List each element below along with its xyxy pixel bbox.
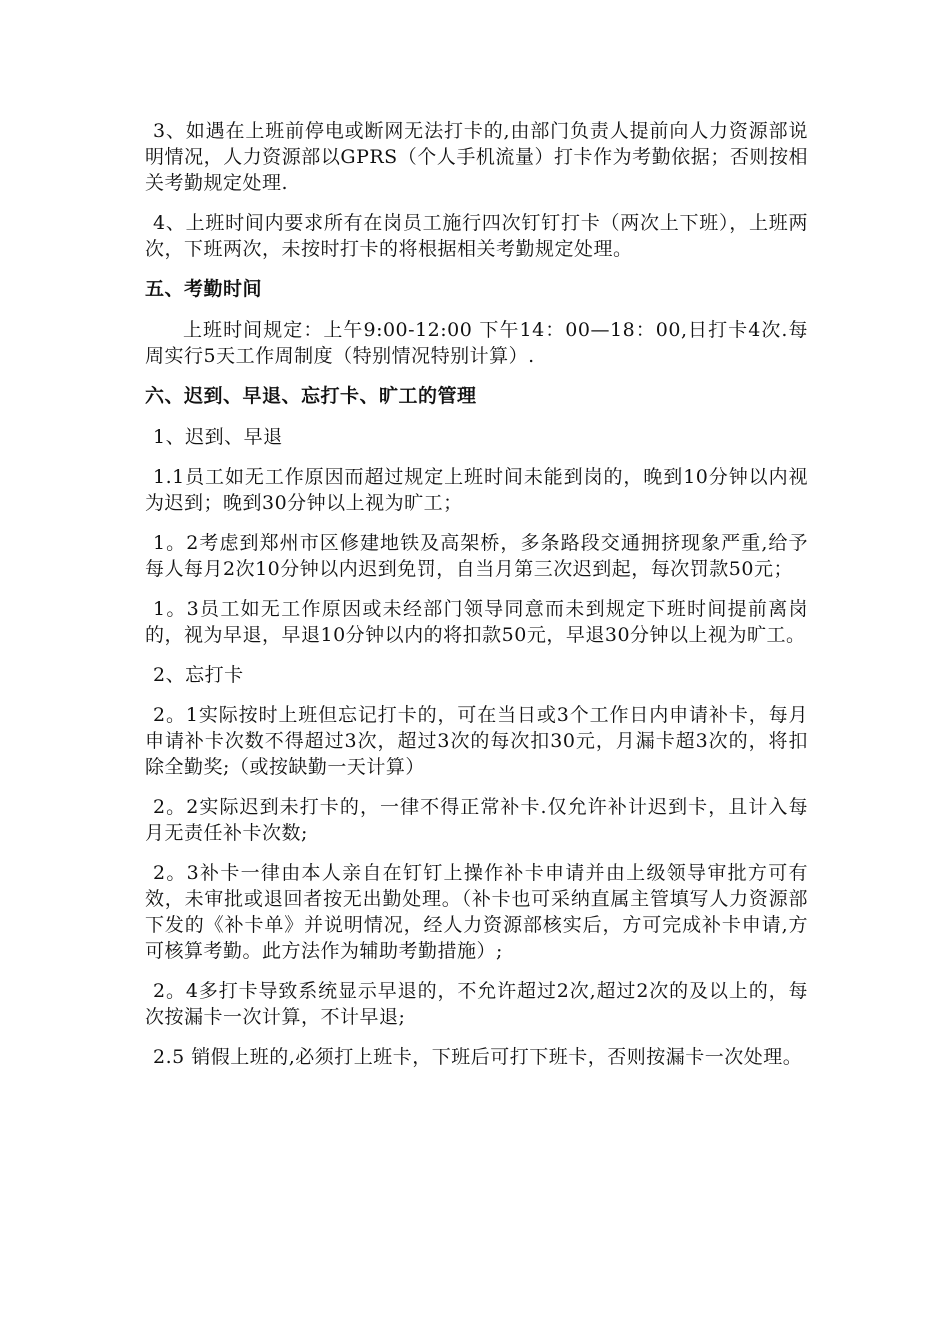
paragraph-3-power-outage: 3、如遇在上班前停电或断网无法打卡的,由部门负责人提前向人力资源部说明情况，人力资源部以GPRS（个人手机流量）打卡作为考勤依据；否则按相关考勤规定处理. bbox=[145, 120, 808, 194]
paragraph-work-hours: 上班时间规定：上午9:00-12:00 下午14：00—18：00,日打卡4次.每周实行5天工作周制度（特别情况特别计算）. bbox=[145, 319, 808, 367]
subheading-late-early: 1、迟到、早退 bbox=[153, 426, 283, 448]
section-heading-late-early-absence: 六、迟到、早退、忘打卡、旷工的管理 bbox=[145, 385, 477, 407]
paragraph-1-2: 1。2考虑到郑州市区修建地铁及高架桥，多条路段交通拥挤现象严重,给予每人每月2次10分钟以内迟到免罚，自当月第三次迟到起，每次罚款50元； bbox=[145, 532, 808, 580]
paragraph-4-four-clockins: 4、上班时间内要求所有在岗员工施行四次钉钉打卡（两次上下班），上班两次，下班两次，未按时打卡的将根据相关考勤规定处理。 bbox=[145, 212, 808, 260]
paragraph-2-1: 2。1实际按时上班但忘记打卡的，可在当日或3个工作日内申请补卡，每月申请补卡次数不得超过3次，超过3次的每次扣30元，月漏卡超3次的，将扣除全勤奖;（或按缺勤一天计算） bbox=[145, 704, 808, 778]
paragraph-2-5: 2.5 销假上班的,必须打上班卡，下班后可打下班卡，否则按漏卡一次处理。 bbox=[153, 1046, 803, 1068]
paragraph-1-1: 1.1员工如无工作原因而超过规定上班时间未能到岗的，晚到10分钟以内视为迟到；晚到30分钟以上视为旷工； bbox=[145, 466, 808, 514]
paragraph-2-3: 2。3补卡一律由本人亲自在钉钉上操作补卡申请并由上级领导审批方可有效，未审批或退回者按无出勤处理。（补卡也可采纳直属主管填写人力资源部下发的《补卡单》并说明情况，经人力资源部核实后，方可完成补卡申请,方可核算考勤。此方法作为辅助考勤措施）; bbox=[145, 862, 808, 962]
paragraph-2-4: 2。4多打卡导致系统显示早退的，不允许超过2次,超过2次的及以上的，每次按漏卡一次计算，不计早退; bbox=[145, 980, 808, 1028]
section-heading-attendance-time: 五、考勤时间 bbox=[145, 278, 263, 300]
subheading-forgot-clockin: 2、忘打卡 bbox=[153, 664, 244, 686]
document-page bbox=[145, 118, 808, 1084]
paragraph-2-2: 2。2实际迟到未打卡的，一律不得正常补卡.仅允许补计迟到卡，且计入每月无责任补卡次数; bbox=[145, 796, 808, 844]
paragraph-1-3: 1。3员工如无工作原因或未经部门领导同意而未到规定下班时间提前离岗的，视为早退，早退10分钟以内的将扣款50元，早退30分钟以上视为旷工。 bbox=[145, 598, 808, 646]
